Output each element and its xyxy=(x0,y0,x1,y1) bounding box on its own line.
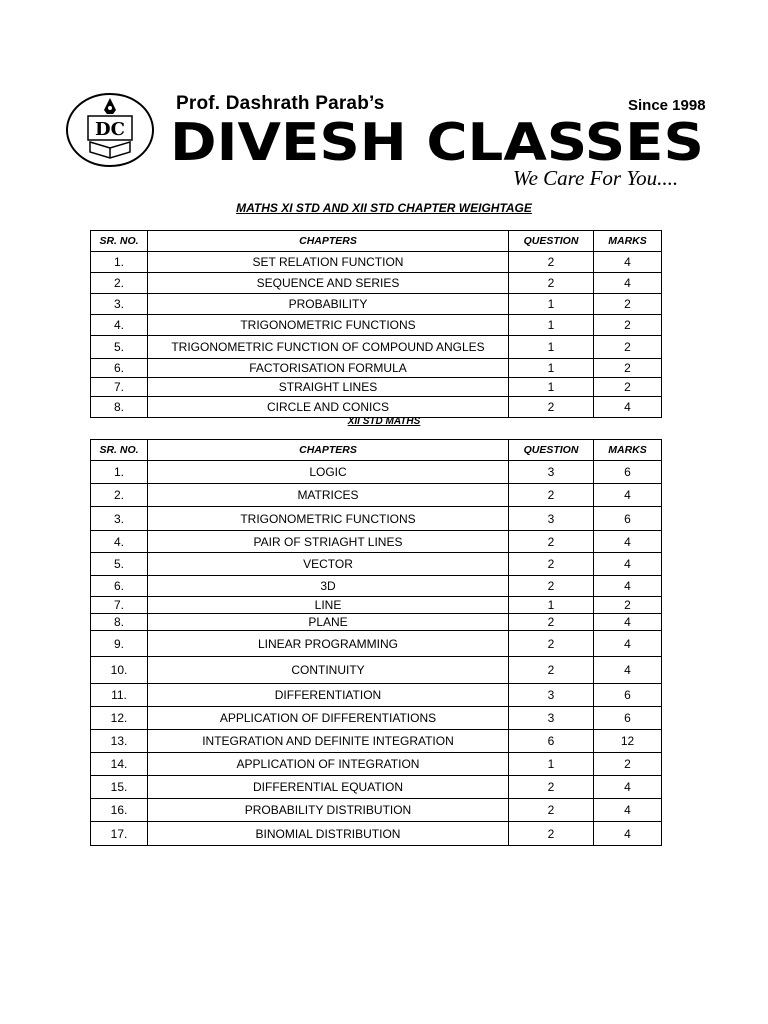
row-chapter: MATRICES xyxy=(148,484,509,507)
row-chapter: 3D xyxy=(148,576,509,597)
table-row xyxy=(91,315,662,336)
row-sr-no: 14. xyxy=(91,753,148,776)
row-marks: 12 xyxy=(594,730,662,753)
row-chapter: LINEAR PROGRAMMING xyxy=(148,631,509,657)
row-sr-no: 1. xyxy=(91,252,148,273)
row-sr-no: 6. xyxy=(91,359,148,378)
row-marks: 4 xyxy=(594,531,662,553)
row-question: 2 xyxy=(509,631,594,657)
row-chapter: PAIR OF STRIAGHT LINES xyxy=(148,531,509,553)
table-row xyxy=(91,730,662,753)
table-row xyxy=(91,359,662,378)
row-sr-no: 15. xyxy=(91,776,148,799)
table-row xyxy=(91,707,662,730)
row-chapter: VECTOR xyxy=(148,553,509,576)
row-marks: 4 xyxy=(594,799,662,822)
row-question: 2 xyxy=(509,397,594,418)
document-title: MATHS XI STD AND XII STD CHAPTER WEIGHTAGE xyxy=(236,201,532,215)
row-chapter: PROBABILITY xyxy=(148,294,509,315)
row-marks: 4 xyxy=(594,553,662,576)
row-marks: 6 xyxy=(594,684,662,707)
row-chapter: TRIGONOMETRIC FUNCTIONS xyxy=(148,507,509,531)
row-sr-no: 16. xyxy=(91,799,148,822)
row-question: 1 xyxy=(509,597,594,614)
row-chapter: PLANE xyxy=(148,614,509,631)
row-marks: 2 xyxy=(594,359,662,378)
row-chapter: FACTORISATION FORMULA xyxy=(148,359,509,378)
row-marks: 4 xyxy=(594,252,662,273)
row-marks: 2 xyxy=(594,315,662,336)
table-row xyxy=(91,397,662,418)
row-chapter: BINOMIAL DISTRIBUTION xyxy=(148,822,509,846)
table-row xyxy=(91,507,662,531)
tagline: We Care For You.... xyxy=(513,166,679,190)
prof-name-line: Prof. Dashrath Parab’s xyxy=(176,93,385,114)
row-sr-no: 13. xyxy=(91,730,148,753)
row-marks: 4 xyxy=(594,576,662,597)
row-question: 3 xyxy=(509,684,594,707)
row-sr-no: 10. xyxy=(91,657,148,684)
row-marks: 4 xyxy=(594,273,662,294)
row-chapter: SET RELATION FUNCTION xyxy=(148,252,509,273)
row-question: 3 xyxy=(509,461,594,484)
table-row xyxy=(91,273,662,294)
row-marks: 4 xyxy=(594,631,662,657)
row-marks: 4 xyxy=(594,657,662,684)
xii-section-title: XII STD MATHS xyxy=(347,416,421,427)
row-chapter: SEQUENCE AND SERIES xyxy=(148,273,509,294)
row-question: 3 xyxy=(509,507,594,531)
table-row xyxy=(91,484,662,507)
xii-weightage-table xyxy=(90,439,662,846)
row-marks: 2 xyxy=(594,753,662,776)
row-chapter: DIFFERENTIAL EQUATION xyxy=(148,776,509,799)
row-chapter: LINE xyxy=(148,597,509,614)
table-row xyxy=(91,822,662,846)
row-question: 2 xyxy=(509,484,594,507)
table-row xyxy=(91,657,662,684)
row-marks: 6 xyxy=(594,707,662,730)
table-row xyxy=(91,336,662,359)
row-marks: 2 xyxy=(594,378,662,397)
brand-name: DIVESH CLASSES xyxy=(170,113,704,173)
row-marks: 4 xyxy=(594,822,662,846)
row-question: 2 xyxy=(509,273,594,294)
row-question: 2 xyxy=(509,553,594,576)
row-chapter: DIFFERENTIATION xyxy=(148,684,509,707)
row-question: 1 xyxy=(509,294,594,315)
row-sr-no: 12. xyxy=(91,707,148,730)
row-marks: 6 xyxy=(594,507,662,531)
row-chapter: CIRCLE AND CONICS xyxy=(148,397,509,418)
row-chapter: PROBABILITY DISTRIBUTION xyxy=(148,799,509,822)
table-row xyxy=(91,461,662,484)
row-sr-no: 2. xyxy=(91,273,148,294)
row-chapter: APPLICATION OF INTEGRATION xyxy=(148,753,509,776)
xi-weightage-table xyxy=(90,230,662,418)
row-question: 3 xyxy=(509,707,594,730)
row-sr-no: 7. xyxy=(91,597,148,614)
row-marks: 2 xyxy=(594,597,662,614)
row-question: 2 xyxy=(509,657,594,684)
row-question: 2 xyxy=(509,252,594,273)
row-chapter: APPLICATION OF DIFFERENTIATIONS xyxy=(148,707,509,730)
table-row xyxy=(91,614,662,631)
header-question: QUESTION xyxy=(509,231,594,252)
header-sr-no: SR. NO. xyxy=(91,231,148,252)
row-sr-no: 5. xyxy=(91,553,148,576)
row-marks: 4 xyxy=(594,484,662,507)
row-sr-no: 3. xyxy=(91,507,148,531)
row-question: 2 xyxy=(509,822,594,846)
emblem-text: DC xyxy=(95,119,125,140)
header-question: QUESTION xyxy=(509,440,594,461)
row-question: 1 xyxy=(509,336,594,359)
row-sr-no: 4. xyxy=(91,531,148,553)
header-sr-no: SR. NO. xyxy=(91,440,148,461)
header-marks: MARKS xyxy=(594,440,662,461)
row-question: 2 xyxy=(509,776,594,799)
row-marks: 2 xyxy=(594,294,662,315)
row-question: 1 xyxy=(509,359,594,378)
header-marks: MARKS xyxy=(594,231,662,252)
row-chapter: STRAIGHT LINES xyxy=(148,378,509,397)
header-chapters: CHAPTERS xyxy=(148,231,509,252)
table-row xyxy=(91,252,662,273)
row-sr-no: 7. xyxy=(91,378,148,397)
table-row xyxy=(91,531,662,553)
row-sr-no: 17. xyxy=(91,822,148,846)
row-sr-no: 4. xyxy=(91,315,148,336)
row-sr-no: 1. xyxy=(91,461,148,484)
row-sr-no: 8. xyxy=(91,397,148,418)
table-row xyxy=(91,378,662,397)
row-question: 1 xyxy=(509,753,594,776)
row-sr-no: 9. xyxy=(91,631,148,657)
row-sr-no: 8. xyxy=(91,614,148,631)
table-row xyxy=(91,576,662,597)
row-marks: 2 xyxy=(594,336,662,359)
row-chapter: CONTINUITY xyxy=(148,657,509,684)
row-marks: 4 xyxy=(594,776,662,799)
row-chapter: TRIGONOMETRIC FUNCTION OF COMPOUND ANGLES xyxy=(148,336,509,359)
table-header-row xyxy=(91,440,662,461)
table-row xyxy=(91,553,662,576)
row-sr-no: 3. xyxy=(91,294,148,315)
header-chapters: CHAPTERS xyxy=(148,440,509,461)
row-marks: 4 xyxy=(594,397,662,418)
divesh-classes-emblem-logo xyxy=(66,92,154,168)
row-sr-no: 5. xyxy=(91,336,148,359)
row-question: 2 xyxy=(509,576,594,597)
table-row xyxy=(91,753,662,776)
table-row xyxy=(91,684,662,707)
row-sr-no: 6. xyxy=(91,576,148,597)
row-question: 6 xyxy=(509,730,594,753)
row-chapter: INTEGRATION AND DEFINITE INTEGRATION xyxy=(148,730,509,753)
table-row xyxy=(91,799,662,822)
row-question: 2 xyxy=(509,799,594,822)
since-year: Since 1998 xyxy=(628,97,706,114)
table-header-row xyxy=(91,231,662,252)
row-question: 2 xyxy=(509,531,594,553)
table-row xyxy=(91,294,662,315)
table-row xyxy=(91,631,662,657)
row-sr-no: 2. xyxy=(91,484,148,507)
row-marks: 6 xyxy=(594,461,662,484)
row-chapter: TRIGONOMETRIC FUNCTIONS xyxy=(148,315,509,336)
table-row xyxy=(91,597,662,614)
row-chapter: LOGIC xyxy=(148,461,509,484)
row-marks: 4 xyxy=(594,614,662,631)
row-question: 1 xyxy=(509,378,594,397)
row-question: 2 xyxy=(509,614,594,631)
row-sr-no: 11. xyxy=(91,684,148,707)
row-question: 1 xyxy=(509,315,594,336)
table-row xyxy=(91,776,662,799)
